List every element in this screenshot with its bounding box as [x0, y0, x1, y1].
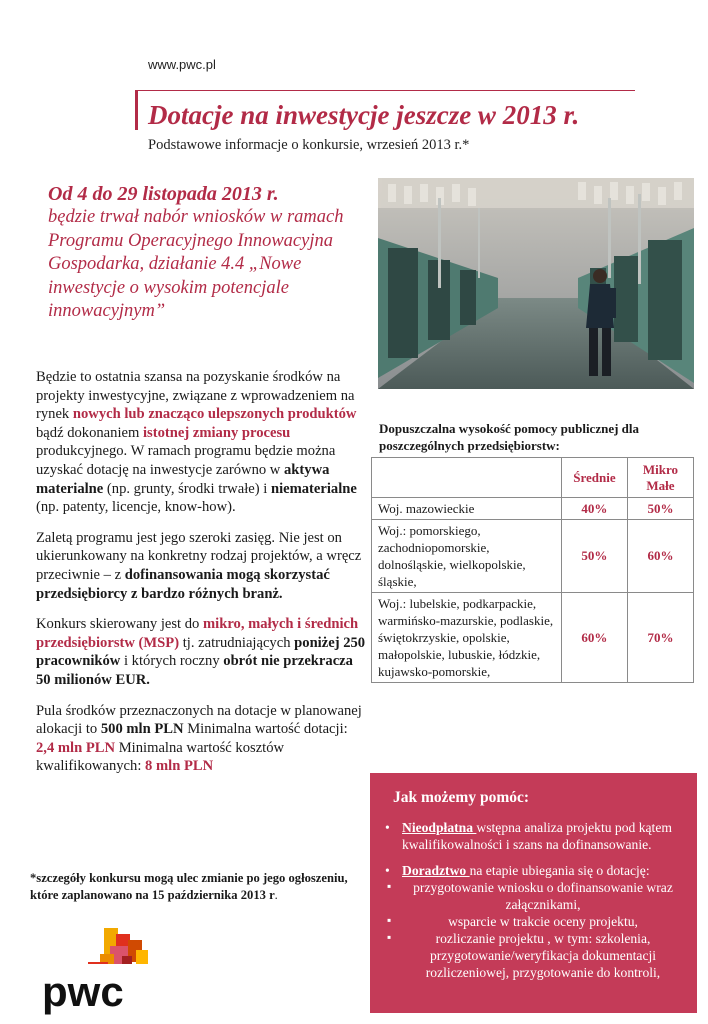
p3-highlight-1: mikro, małych i średnich przedsiębiorstw (MSP) [36, 616, 359, 651]
table-row [372, 498, 694, 520]
help-subitem-text: przygotowanie wniosku o dofinansowanie wraz załącznikami, [413, 880, 673, 912]
help-item-2 [385, 862, 679, 879]
square-bullet-icon: ▪ [387, 930, 392, 944]
paragraph-3 [36, 615, 366, 689]
table-header-row [372, 458, 694, 498]
square-bullet-icon: ▪ [387, 913, 392, 927]
square-bullet-icon: ▪ [387, 879, 392, 893]
p4-text-2: Minimalna wartość dotacji: [183, 721, 348, 738]
table-caption: Dopuszczalna wysokość pomocy publicznej dla poszczególnych przedsiębiorstw: [379, 421, 640, 453]
bullet-icon: • [385, 820, 390, 835]
p1-text-5: (np. patenty, licencje, know-how). [36, 499, 236, 516]
help-item-1-text: wstępna analiza projektu pod kątem kwalifikowalności i szans na dofinansowanie. [402, 820, 672, 852]
p3-text-2: tj. zatrudniających [179, 634, 295, 651]
row-medium: 50% [561, 520, 627, 593]
p1-text-1: Będzie to ostatnia szansa na pozyskanie środków na projekty inwestycyjne, związane z wprowadzeniem na rynek [36, 369, 355, 423]
row-medium: 40% [561, 498, 627, 520]
p1-highlight-2: istotnej zmiany procesu [143, 424, 291, 441]
help-subitem [385, 913, 679, 930]
aid-table [371, 457, 694, 683]
p4-highlight-1: 2,4 mln PLN [36, 739, 116, 756]
pwc-logo-icon [40, 928, 160, 1018]
paragraph-2 [36, 529, 366, 603]
help-item-2-text: na etapie ubiegania się o dotację: [469, 863, 650, 878]
footnote-end: . [274, 888, 278, 902]
p3-bold-1: poniżej 250 pracowników [36, 634, 366, 670]
p4-highlight-2: 8 mln PLN [145, 758, 214, 775]
site-url[interactable]: www.pwc.pl [148, 57, 216, 72]
pwc-logo-mark [40, 928, 160, 1018]
footnote [30, 870, 360, 904]
paragraph-1 [36, 368, 366, 517]
pwc-logo-text: pwc [42, 968, 124, 1015]
p4-text-3: Minimalna wartość kosztów kwalifikowanych: [36, 739, 285, 775]
row-medium: 60% [561, 593, 627, 683]
body-text [36, 368, 366, 776]
help-box [370, 773, 697, 1013]
accent-top-line [135, 90, 635, 91]
accent-line [135, 90, 138, 130]
help-item-2-underlined: Doradztwo [402, 863, 470, 878]
help-title: Jak możemy pomóc: [393, 789, 530, 806]
p1-bold-2: niematerialne [270, 480, 357, 497]
p1-text-2: bądź dokonaniem [36, 424, 143, 441]
row-micro-small: 50% [627, 498, 693, 520]
help-item-1 [385, 819, 679, 853]
p3-bold-2: obrót nie przekracza 50 milionów EUR. [36, 653, 353, 688]
help-subitem-text: wsparcie w trakcie oceny projektu, [448, 914, 638, 929]
header-region [372, 458, 562, 498]
help-subitem [385, 879, 679, 913]
p3-text-3: i których roczny [120, 653, 224, 670]
help-subitem [385, 930, 679, 981]
p1-highlight-1: nowych lub znacząco ulepszonych produktów [72, 406, 357, 423]
p2-text-1: Zaletą programu jest jego szeroki zasięg. Nie jest on ukierunkowany na konkretny rodzaj projektów, a wręcz przeciwnie – z [36, 529, 362, 583]
row-region: Woj. mazowieckie [372, 498, 562, 520]
p1-text-4: (np. grunty, środki trwałe) i [103, 480, 271, 497]
lead-box [48, 182, 368, 324]
header-medium: Średnie [561, 458, 627, 498]
header-micro-small: Mikro Małe [627, 458, 693, 498]
table-row [372, 593, 694, 683]
footnote-text: *szczegóły konkursu mogą ulec zmianie po jego ogłoszeniu, które zaplanowano na 15 października 2013 r [30, 871, 348, 902]
p1-bold-1: aktywa materialne [36, 461, 330, 497]
page-title: Dotacje na inwestycje jeszcze w 2013 r. [148, 100, 580, 130]
bullet-icon: • [385, 863, 390, 878]
factory-photo-image [378, 178, 694, 389]
table-row [372, 520, 694, 593]
p4-text-1: Pula środków przeznaczonych na dotacje w planowanej alokacji to [36, 702, 362, 738]
lead-text: będzie trwał nabór wniosków w ramach Programu Operacyjnego Innowacyjna Gospodarka, działanie 4.4 „Nowe inwestycje o wysokim potencjale innowacyjnym” [48, 207, 344, 321]
paragraph-4 [36, 702, 366, 776]
help-item-1-underlined: Nieodpłatna [402, 820, 477, 835]
p4-bold-1: 500 mln PLN [100, 721, 184, 738]
row-region: Woj.: lubelskie, podkarpackie, warmińsko-mazurskie, podlaskie, świętokrzyskie, opolskie, małopolskie, lubuskie, łódzkie, kujawsko-pomorskie, [372, 593, 562, 683]
row-micro-small: 60% [627, 520, 693, 593]
p2-bold-1: dofinansowania mogą skorzystać przedsiębiorcy z bardzo różnych branż. [36, 566, 330, 602]
row-region: Woj.: pomorskiego, zachodniopomorskie, dolnośląskie, wielkopolskie, śląskie, [372, 520, 562, 593]
page-subtitle: Podstawowe informacje o konkursie, wrzesień 2013 r.* [148, 137, 470, 153]
factory-photo [378, 178, 694, 389]
p3-text-1: Konkurs skierowany jest do [36, 616, 203, 633]
p1-text-3: produkcyjnego. W ramach programu będzie można uzyskać dotację na inwestycje zarówno w [36, 443, 336, 478]
help-subitem-text: rozliczanie projektu , w tym: szkolenia, przygotowanie/weryfikacja dokumentacji rozliczeniowej, przygotowanie do kontroli, [425, 931, 661, 980]
lead-dates: Od 4 do 29 listopada 2013 r. [48, 183, 279, 205]
row-micro-small: 70% [627, 593, 693, 683]
